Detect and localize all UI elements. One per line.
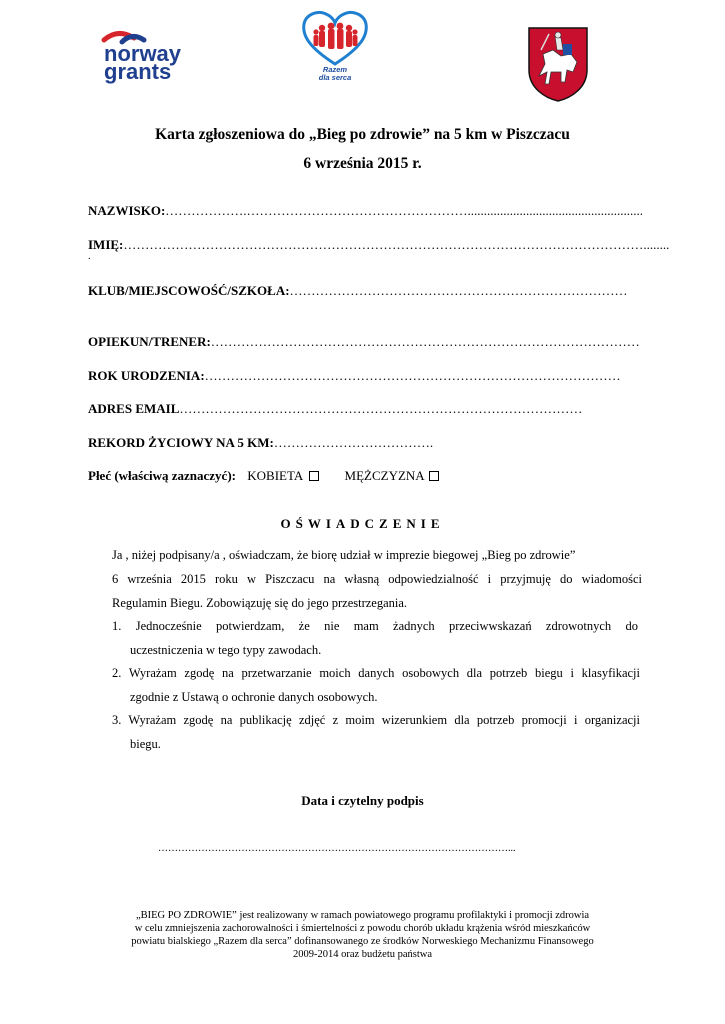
birth-year-label: ROK URODZENIA: bbox=[88, 368, 205, 383]
heart-people-icon bbox=[300, 8, 370, 68]
declaration-item3-line1: 3. Wyrażam zgodę na publikację zdjęć z moim wizerunkiem dla potrzeb promocji i organizacji bbox=[112, 713, 640, 727]
record-field[interactable] bbox=[88, 435, 433, 451]
heart-logo-line2: dla serca bbox=[318, 73, 352, 82]
club-dots: …………………………………………………………………… bbox=[289, 283, 628, 298]
declaration-heading: OŚWIADCZENIE bbox=[280, 516, 445, 531]
first-name-dots: …………………………………………………………………………………………………………........ bbox=[123, 237, 670, 252]
footer-line1: „BIEG PO ZDROWIE” jest realizowany w ramach powiatowego programu profilaktyki i promocji zdrowia bbox=[135, 910, 590, 921]
club-field[interactable] bbox=[88, 283, 628, 299]
first-name-overflow: . bbox=[88, 251, 91, 262]
gender-male-label: MĘŻCZYZNA bbox=[344, 468, 425, 483]
email-dots: ………………………………………………………………………………… bbox=[179, 401, 583, 416]
norway-grants-logo bbox=[100, 28, 210, 84]
coach-field[interactable] bbox=[88, 334, 640, 350]
birth-year-dots: …………………………………………………………………………………… bbox=[204, 368, 621, 383]
declaration-item1-line2: uczestniczenia w tego typy zawodach. bbox=[130, 643, 322, 657]
declaration-item2-line1: 2. Wyrażam zgodę na przetwarzanie moich danych osobowych dla potrzeb biegu i klasyfikacji bbox=[112, 666, 640, 680]
record-dots: ………………………………. bbox=[273, 435, 434, 450]
coach-label: OPIEKUN/TRENER: bbox=[88, 334, 211, 349]
email-field[interactable] bbox=[88, 401, 582, 417]
declaration-item1-line1: 1. Jednocześnie potwierdzam, że nie mam żadnych przeciwwskazań zdrowotnych do bbox=[112, 619, 638, 633]
declaration-item2-line2: zgodnie z Ustawą o ochronie danych osobowych. bbox=[130, 690, 378, 704]
surname-field[interactable] bbox=[88, 203, 643, 219]
heart-logo-line1: Razem bbox=[322, 65, 348, 74]
footer-line3: powiatu bialskiego „Razem dla serca” dofinansowanego ze środków Norweskiego Mechanizmu Finansowego bbox=[131, 936, 594, 947]
club-label: KLUB/MIEJSCOWOŚĆ/SZKOŁA: bbox=[88, 283, 290, 298]
norway-grants-line2: grants bbox=[104, 59, 172, 84]
footer-line2: w celu zmniejszenia zachorowalności i śmiertelności z powodu chorób układu krążenia wśród mieszkańców bbox=[134, 923, 591, 934]
razem-dla-serca-logo bbox=[300, 8, 370, 88]
gender-label: Płeć (właściwą zaznaczyć): bbox=[88, 468, 236, 483]
norway-grants-line1: norway bbox=[104, 41, 182, 66]
gender-male-checkbox[interactable] bbox=[429, 471, 439, 481]
record-label: REKORD ŻYCIOWY NA 5 KM: bbox=[88, 435, 274, 450]
declaration-intro-line3: Regulamin Biegu. Zobowiązuję się do jego przestrzegania. bbox=[112, 596, 408, 610]
knight-crest-icon bbox=[527, 26, 589, 102]
gender-female-checkbox[interactable] bbox=[309, 471, 319, 481]
signature-line[interactable]: ……………………………………………………………………………………………... bbox=[158, 843, 516, 854]
birth-year-field[interactable] bbox=[88, 368, 621, 384]
declaration-intro-line1: Ja , niżej podpisany/a , oświadczam, że biorę udział w imprezie biegowej „Bieg po zdrowie” bbox=[112, 548, 576, 562]
declaration-intro-line2: 6 września 2015 roku w Piszczacu na własną odpowiedzialność i przyjmuję do wiadomości bbox=[112, 572, 642, 586]
signature-label: Data i czytelny podpis bbox=[301, 793, 424, 808]
page-title: Karta zgłoszeniowa do „Bieg po zdrowie” na 5 km w Piszczacu bbox=[155, 126, 570, 143]
gender-female-label: KOBIETA bbox=[247, 468, 304, 483]
first-name-label: IMIĘ: bbox=[88, 237, 124, 252]
first-name-field[interactable] bbox=[88, 237, 669, 253]
coach-dots: ……………………………………………………………………………………… bbox=[210, 334, 640, 349]
declaration-item3-line2: biegu. bbox=[130, 737, 161, 751]
email-label: ADRES EMAIL bbox=[88, 401, 180, 416]
gender-row bbox=[88, 468, 439, 484]
surname-dots: ……………….……………………………………………...................................................... bbox=[165, 203, 644, 218]
coat-of-arms-crest bbox=[527, 26, 589, 102]
footer-line4: 2009-2014 oraz budżetu państwa bbox=[292, 949, 433, 960]
surname-label: NAZWISKO: bbox=[88, 203, 166, 218]
page-subtitle-date: 6 września 2015 r. bbox=[303, 155, 422, 172]
